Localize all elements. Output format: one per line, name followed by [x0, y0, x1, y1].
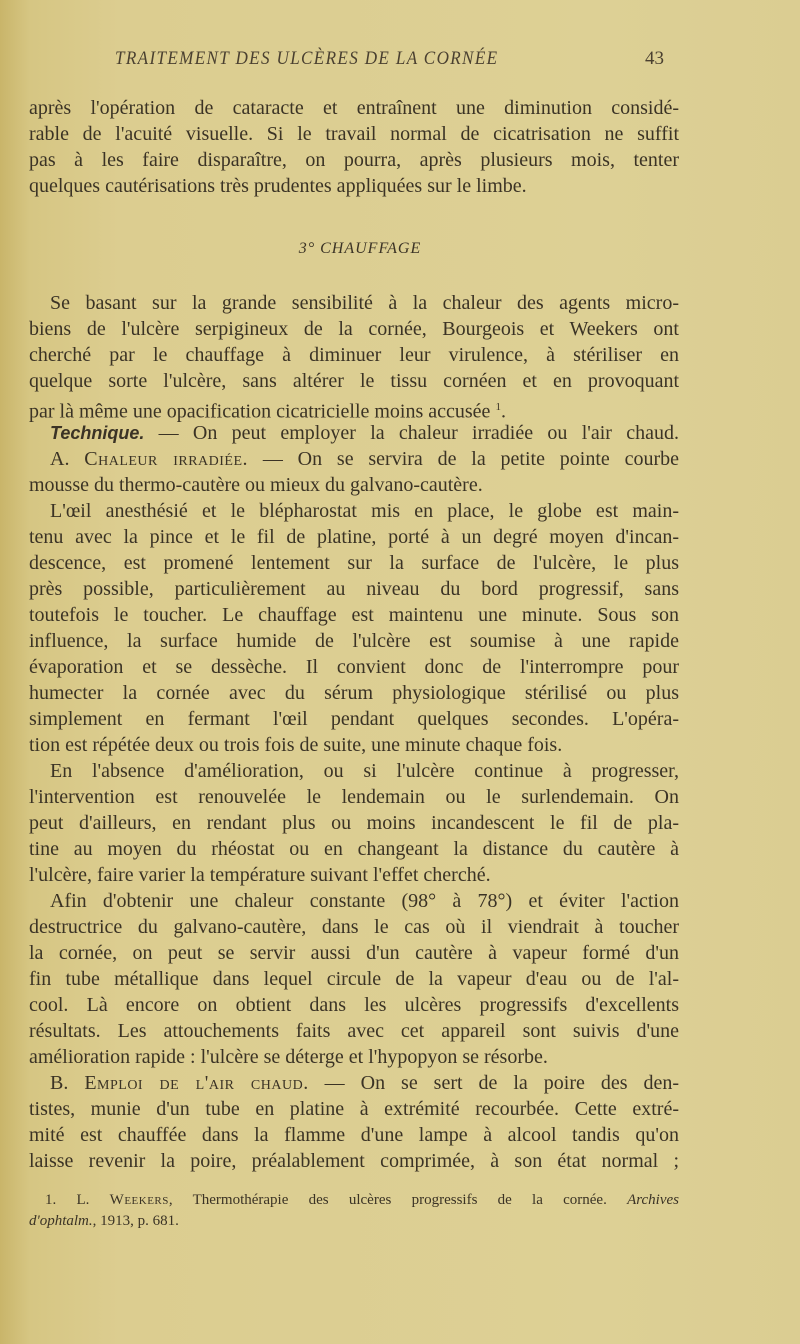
text-run: quelque sorte l'ulcère, sans altérer le tissu cornéen et en provoquant	[29, 370, 679, 392]
text-line	[29, 395, 679, 423]
text-run: l'ulcère, faire varier la température suivant l'effet cherché.	[29, 864, 491, 886]
text-run: — On se servira de la petite pointe courbe	[248, 448, 680, 470]
text-run: destructrice du galvano-cautère, dans le cas où il viendrait à toucher	[29, 916, 679, 938]
text-run: Technique.	[50, 423, 145, 443]
text-run: amélioration rapide : l'ulcère se déterge et l'hypopyon se résorbe.	[29, 1046, 548, 1068]
text-line	[29, 707, 679, 731]
text-run: humecter la cornée avec du sérum physiologique stérilisé ou plus	[29, 682, 679, 704]
text-line	[29, 1097, 679, 1121]
text-line	[29, 967, 679, 991]
text-line	[29, 148, 679, 172]
text-line	[29, 525, 679, 549]
text-run: peut d'ailleurs, en rendant plus ou moins incandescent le fil de pla-	[29, 812, 679, 834]
text-line	[29, 1149, 679, 1173]
text-run: Weekers	[109, 1192, 169, 1208]
text-line	[29, 421, 679, 445]
footnote-line	[29, 1191, 679, 1209]
text-line	[29, 733, 679, 757]
text-run: influence, la surface humide de l'ulcère est soumise à une rapide	[29, 630, 679, 652]
text-run: cool. Là encore on obtient dans les ulcères progressifs d'excellents	[29, 994, 679, 1016]
text-line	[29, 811, 679, 835]
text-run: , Thermothérapie des ulcères progressifs de la cornée.	[168, 1192, 628, 1208]
text-line	[29, 603, 679, 627]
text-run: rable de l'acuité visuelle. Si le travail normal de cicatrisation ne suffit	[29, 123, 679, 145]
text-run: descence, est promené lentement sur la surface de l'ulcère, le plus	[29, 552, 679, 574]
text-run: quelques cautérisations très prudentes appliquées sur le limbe.	[29, 175, 527, 197]
text-run: laisse revenir la poire, préalablement comprimée, à son état normal ;	[29, 1150, 679, 1172]
text-run: l'intervention est renouvelée le lendemain ou le surlendemain. On	[29, 786, 679, 808]
text-line	[29, 863, 679, 887]
text-line	[29, 1019, 679, 1043]
text-run: — On se sert de la poire des den-	[308, 1072, 679, 1094]
text-run: B.	[50, 1072, 85, 1094]
text-line	[29, 993, 679, 1017]
text-line	[29, 291, 679, 315]
text-run: pas à les faire disparaître, on pourra, après plusieurs mois, tenter	[29, 149, 679, 171]
text-run: tistes, munie d'un tube en platine à extrémité recourbée. Cette extré-	[29, 1098, 679, 1120]
text-run: Afin d'obtenir une chaleur constante (98° à 78°) et éviter l'action	[50, 890, 679, 912]
text-line	[29, 369, 679, 393]
page-number: 43	[645, 48, 664, 69]
text-run: , 1913, p. 681.	[92, 1213, 179, 1229]
text-line	[29, 1045, 679, 1069]
text-run: L'œil anesthésié et le blépharostat mis en place, le globe est main-	[50, 500, 679, 522]
text-run: tenu avec la pince et le fil de platine, porté à un degré moyen d'incan-	[29, 526, 679, 548]
text-run: mité est chauffée dans la flamme d'une lampe à alcool tandis qu'on	[29, 1124, 679, 1146]
text-line	[29, 1123, 679, 1147]
text-run: A.	[50, 448, 85, 470]
text-run: cherché par le chauffage à diminuer leur virulence, à stériliser en	[29, 344, 679, 366]
text-line	[29, 681, 679, 705]
footnote-line	[29, 1212, 679, 1230]
text-line	[29, 915, 679, 939]
section-heading: 3° CHAUFFAGE	[298, 240, 422, 257]
text-run: près possible, particulièrement au niveau du bord progressif, sans	[29, 578, 679, 600]
text-line	[29, 96, 679, 120]
text-line	[29, 473, 679, 497]
text-line	[29, 889, 679, 913]
text-run: toutefois le toucher. Le chauffage est maintenu une minute. Sous son	[29, 604, 679, 626]
text-line	[29, 174, 679, 198]
text-run: — On peut employer la chaleur irradiée ou l'air chaud.	[144, 422, 679, 444]
text-run: Archives	[627, 1192, 679, 1208]
text-line	[29, 499, 679, 523]
text-run: tion est répétée deux ou trois fois de suite, une minute chaque fois.	[29, 734, 563, 756]
text-run: biens de l'ulcère serpigineux de la cornée, Bourgeois et Weekers ont	[29, 318, 679, 340]
text-run: d'ophtalm.	[29, 1213, 93, 1229]
text-line	[29, 785, 679, 809]
text-line	[29, 317, 679, 341]
text-line	[29, 447, 679, 471]
footnote-ref: 1	[495, 401, 501, 413]
text-line	[29, 1071, 679, 1095]
text-run: résultats. Les attouchements faits avec cet appareil sont suivis d'une	[29, 1020, 679, 1042]
text-run: mousse du thermo-cautère ou mieux du galvano-cautère.	[29, 474, 483, 496]
text-run: tine au moyen du rhéostat ou en changeant la distance du cautère à	[29, 838, 679, 860]
text-run: simplement en fermant l'œil pendant quelques secondes. L'opéra-	[29, 708, 679, 730]
text-line	[29, 759, 679, 783]
text-run: par là même une opacification cicatricielle moins accusée	[29, 400, 496, 423]
text-run: .	[500, 400, 506, 423]
text-line	[29, 343, 679, 367]
running-title: TRAITEMENT DES ULCÈRES DE LA CORNÉE	[115, 48, 499, 69]
text-line	[29, 655, 679, 679]
text-run: Chaleur irradiée.	[84, 448, 249, 470]
text-run: après l'opération de cataracte et entraînent une diminution considé-	[29, 97, 679, 119]
text-run: Emploi de l'air chaud.	[84, 1072, 309, 1094]
text-line	[29, 629, 679, 653]
text-run: la cornée, on peut se servir aussi d'un cautère à vapeur formé d'un	[29, 942, 679, 964]
text-run: fin tube métallique dans lequel circule de la vapeur d'eau ou de l'al-	[29, 968, 679, 990]
text-run: évaporation et se dessèche. Il convient donc de l'interrompre pour	[29, 656, 679, 678]
text-line	[29, 551, 679, 575]
text-line	[29, 577, 679, 601]
text-run: Se basant sur la grande sensibilité à la chaleur des agents micro-	[50, 292, 679, 314]
text-line	[29, 837, 679, 861]
text-line	[29, 122, 679, 146]
text-run: 1. L.	[45, 1192, 110, 1208]
text-run: En l'absence d'amélioration, ou si l'ulcère continue à progresser,	[50, 760, 679, 782]
text-line	[29, 941, 679, 965]
